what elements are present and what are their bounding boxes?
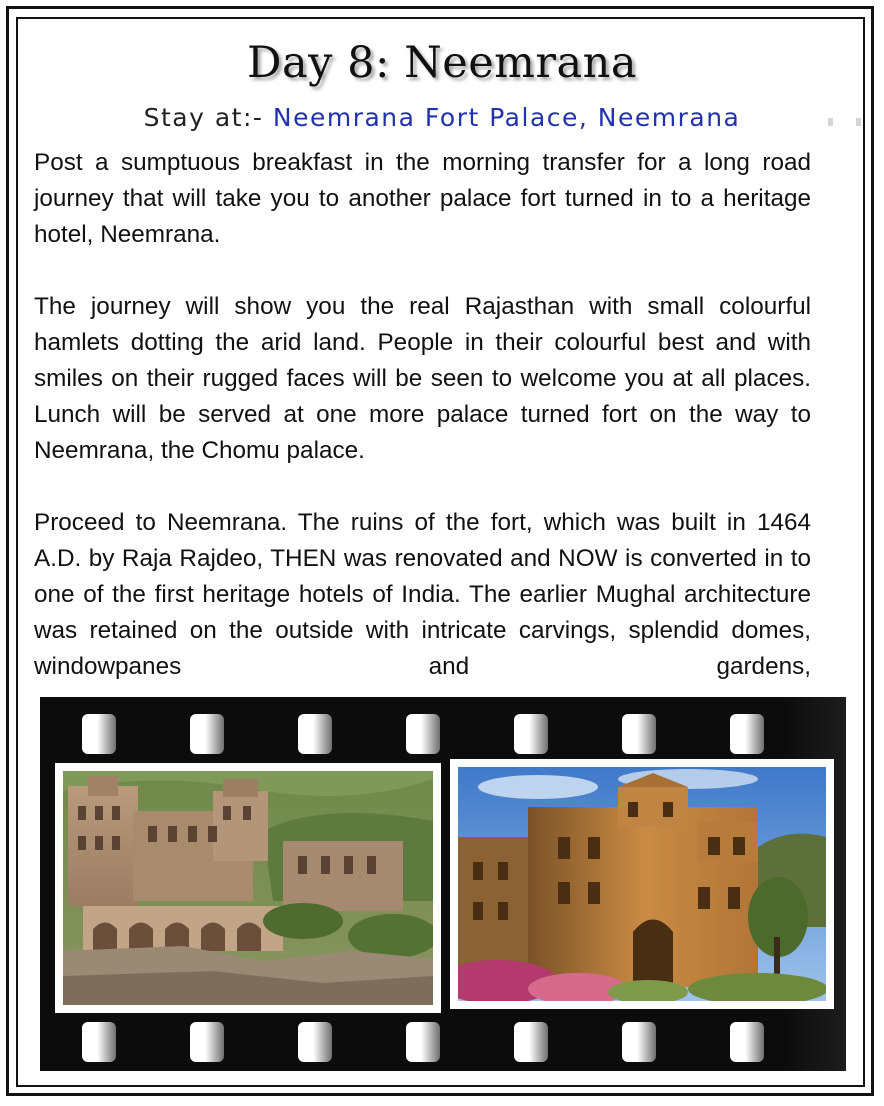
film-perforation [82,1022,116,1062]
film-perforation [298,714,332,754]
stay-label: Stay at:- [143,103,264,132]
film-strip [40,697,846,1071]
fort-ruins-photo [55,763,441,1013]
page-title: Day 8: Neemrana [247,38,637,88]
paragraph-1: Post a sumptuous breakfast in the morning transfer for a long road journey that will take you to another palace fort turned in to a heritage hotel, Neemrana. [34,149,811,248]
film-perforation [406,714,440,754]
film-perforation [406,1022,440,1062]
film-perforation [730,714,764,754]
film-perforation [514,1022,548,1062]
film-perforation [622,1022,656,1062]
film-perforation [730,1022,764,1062]
palace-facade-photo [450,759,834,1009]
film-perforation [82,714,116,754]
film-perforation [622,714,656,754]
hotel-name: Neemrana Fort Palace, Neemrana [272,103,741,132]
paragraph-3: Proceed to Neemrana. The ruins of the fort, which was built in 1464 A.D. by Raja Rajdeo, THEN was renovated and NOW is converted in to one of the first heritage hotels of India. The earlier Mughal architecture was retained on the outside with intricate carvings, splendid domes, windowpanes and gardens, [34,509,811,680]
film-perforation [190,1022,224,1062]
film-perforation [514,714,548,754]
decorative-speck [828,118,864,126]
palace-facade-illustration [458,767,826,1001]
film-perforation [298,1022,332,1062]
fort-ruins-illustration [63,771,433,1005]
film-perforation [190,714,224,754]
stay-line [0,103,884,132]
itinerary-text [34,145,811,685]
paragraph-2: The journey will show you the real Rajasthan with small colourful hamlets dotting the arid land. People in their colourful best and with smiles on their rugged faces will be seen to welcome you at all places. Lunch will be served at one more palace turned fort on the way to Neemrana, the Chomu palace. [34,293,811,464]
